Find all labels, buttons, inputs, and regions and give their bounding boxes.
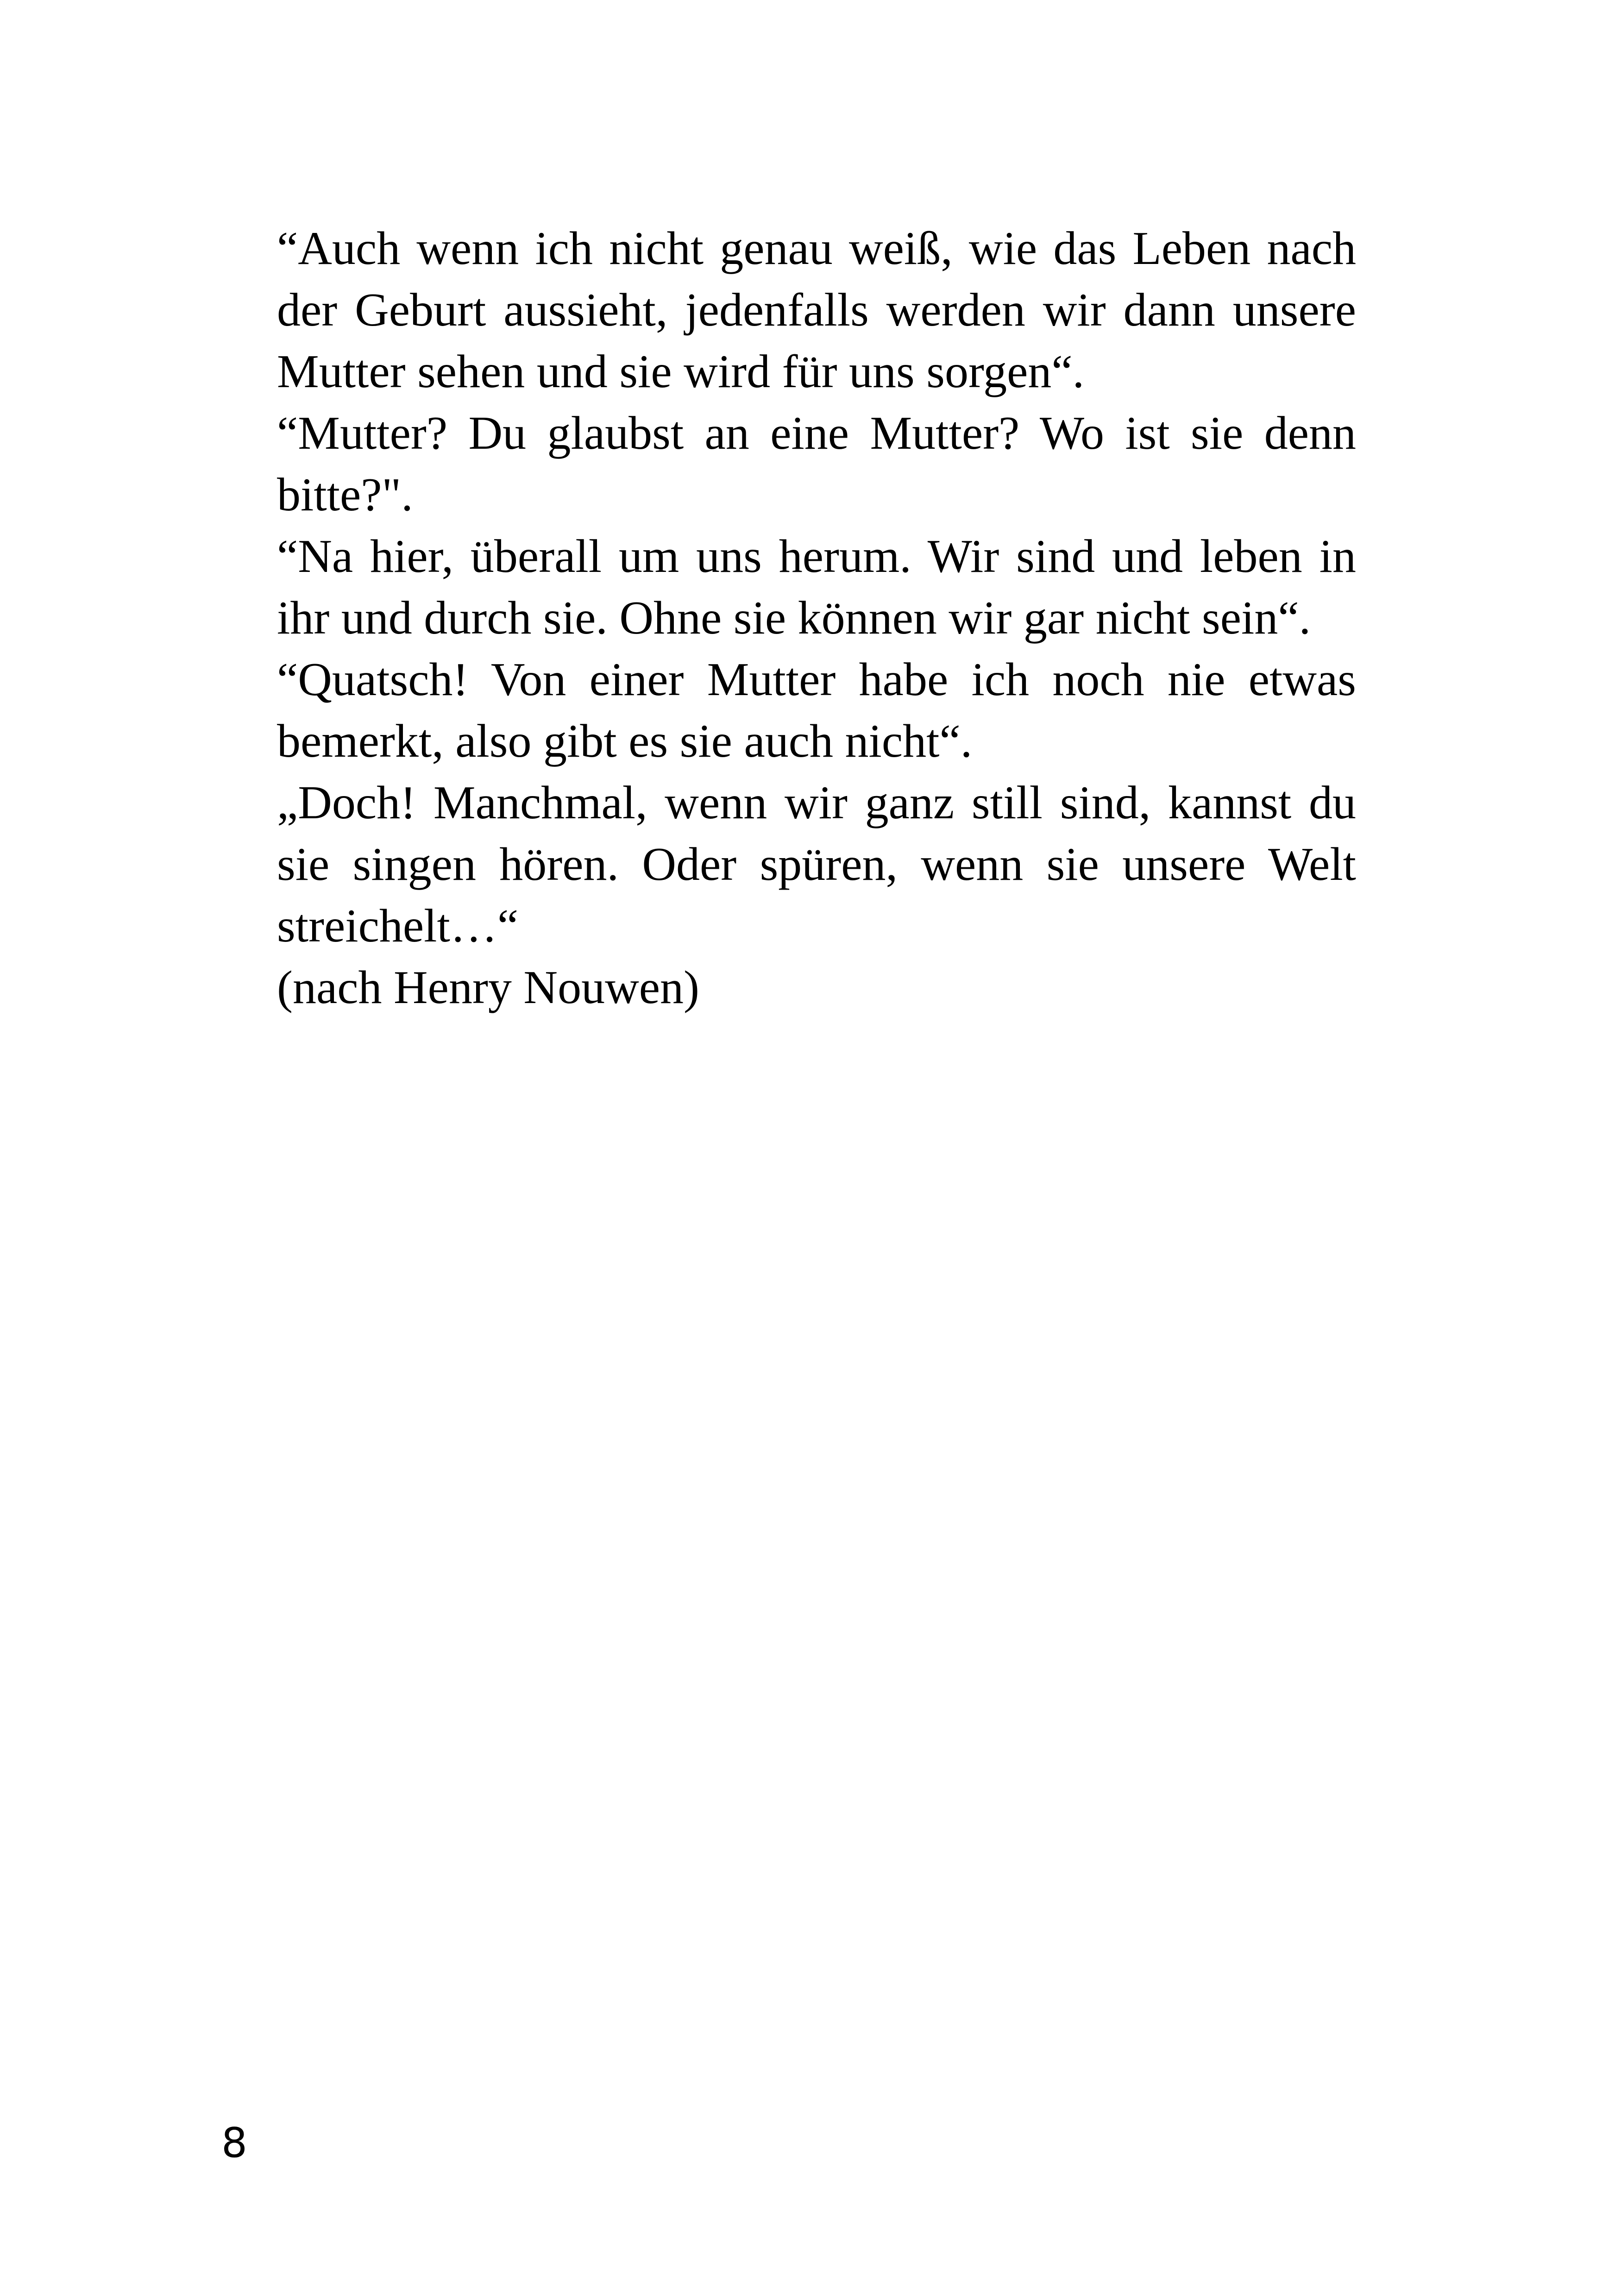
body-text — [277, 218, 1356, 1018]
paragraph-4: “Quatsch! Von einer Mutter habe ich noch nie etwas bemerkt, also gibt es sie auch nicht“. — [277, 653, 1356, 767]
paragraph-1: “Auch wenn ich nicht genau weiß, wie das Leben nach der Geburt aussieht, jedenfalls werden wir dann unsere Mutter sehen und sie wird für uns sorgen“. — [277, 222, 1356, 398]
page-number: 8 — [221, 2119, 247, 2167]
paragraph-5: „Doch! Manchmal, wenn wir ganz still sind, kannst du sie singen hören. Oder spüren, wenn sie unsere Welt streichelt…“ — [277, 777, 1356, 952]
paragraph-2: “Mutter? Du glaubst an eine Mutter? Wo ist sie denn bitte?". — [277, 407, 1356, 521]
attribution: (nach Henry Nouwen) — [277, 961, 699, 1014]
paragraph-3: “Na hier, überall um uns herum. Wir sind und leben in ihr und durch sie. Ohne sie können wir gar nicht sein“. — [277, 530, 1356, 644]
